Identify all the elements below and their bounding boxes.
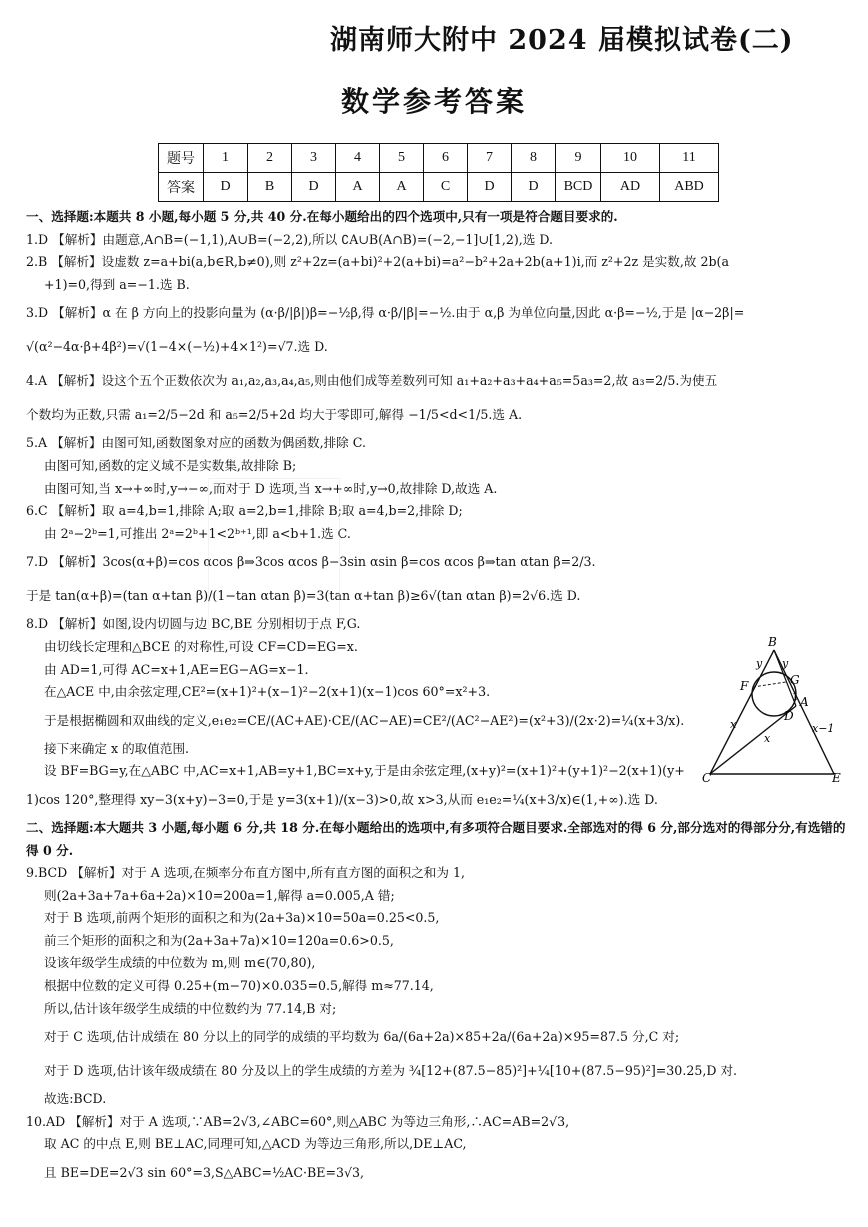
solution-line: 由 AD=1,可得 AC=x+1,AE=EG−AG=x−1. — [44, 661, 309, 677]
table-cell: D — [204, 173, 248, 202]
solution-line: 个数均为正数,只需 a₁=2/5−2d 和 a₅=2/5+2d 均大于零即可,解得 −1/5<d<1/5.选 A. — [26, 407, 523, 423]
school-header: 湖南师大附中 2024 届模拟试卷(二) — [330, 25, 794, 56]
watermark — [208, 478, 340, 630]
solution-line: 于是根据椭圆和双曲线的定义,e₁e₂=CE/(AC+AE)·CE/(AC−AE)=CE²/(AC²−AE²)=(x²+3)/(2x·2)=¼(x+3/x). — [44, 712, 685, 728]
table-cell: 2 — [248, 144, 292, 173]
figure-label: 1 — [792, 692, 799, 703]
solution-line: 5.A 【解析】由图可知,函数图象对应的函数为偶函数,排除 C. — [26, 435, 366, 451]
solution-line: 10.AD 【解析】对于 A 选项,∵AB=2√3,∠ABC=60°,则△ABC 为等边三角形,∴AC=AB=2√3, — [26, 1113, 570, 1129]
solution-line: 9.BCD 【解析】对于 A 选项,在频率分布直方图中,所有直方图的面积之和为 1, — [26, 865, 465, 881]
figure-label: D — [784, 709, 794, 723]
solution-line: 在△ACE 中,由余弦定理,CE²=(x+1)²+(x−1)²−2(x+1)(x−1)cos 60°=x²+3. — [44, 684, 491, 700]
table-cell: 10 — [601, 144, 660, 173]
table-cell: 7 — [468, 144, 512, 173]
figure-label: A — [800, 695, 809, 709]
table-cell: A — [380, 173, 424, 202]
table-cell: 1 — [204, 144, 248, 173]
table-cell: C — [424, 173, 468, 202]
table-cell: 8 — [512, 144, 556, 173]
table-cell: 答案 — [159, 173, 204, 202]
table-cell: 9 — [556, 144, 601, 173]
table-cell: ABD — [660, 173, 719, 202]
figure-label: E — [832, 771, 841, 782]
solution-line: 根据中位数的定义可得 0.25+(m−70)×0.035=0.5,解得 m≈77.14, — [44, 978, 434, 994]
solution-line: 1.D 【解析】由题意,A∩B=(−1,1),A∪B=(−2,2),所以 ∁A∪B(A∩B)=(−2,−1]∪[1,2),选 D. — [26, 231, 554, 247]
table-cell: AD — [601, 173, 660, 202]
figure-label: G — [790, 673, 800, 687]
solution-line: 2.B 【解析】设虚数 z=a+bi(a,b∈R,b≠0),则 z²+2z=(a+bi)²+2(a+bi)=a²−b²+2a+2b(a+1)i,而 z²+2z 是实数,故 2b(a — [26, 254, 729, 270]
table-cell: 3 — [292, 144, 336, 173]
solution-line: 6.C 【解析】取 a=4,b=1,排除 A;取 a=2,b=1,排除 B;取 a=4,b=2,排除 D; — [26, 503, 463, 519]
solution-line: 于是 tan(α+β)=(tan α+tan β)/(1−tan αtan β)=3(tan α+tan β)≥6√(tan αtan β)=2√6.选 D. — [26, 588, 581, 604]
solution-line: 由 2ᵃ−2ᵇ=1,可推出 2ᵃ=2ᵇ+1<2ᵇ⁺¹,即 a<b+1.选 C. — [44, 525, 351, 541]
figure-label: B — [768, 635, 777, 649]
figure-label: x — [730, 718, 737, 731]
figure-label: x−1 — [812, 722, 835, 735]
table-row — [159, 144, 719, 173]
solution-line: 故选:BCD. — [44, 1091, 107, 1107]
table-cell: D — [468, 173, 512, 202]
solution-line: 取 AC 的中点 E,则 BE⊥AC,同理可知,△ACD 为等边三角形,所以,DE⊥AC, — [44, 1136, 467, 1152]
table-cell: 5 — [380, 144, 424, 173]
solution-line: 对于 C 选项,估计成绩在 80 分以上的同学的成绩的平均数为 6a/(6a+2a)×85+2a/(6a+2a)×95=87.5 分,C 对; — [44, 1029, 680, 1045]
solution-line: 1)cos 120°,整理得 xy−3(x+y)−3=0,于是 y=3(x+1)/(x−3)>0,故 x>3,从而 e₁e₂=¼(x+3/x)∈(1,+∞).选 D. — [26, 791, 658, 807]
table-cell: D — [512, 173, 556, 202]
triangle-figure — [700, 632, 850, 782]
table-cell: BCD — [556, 173, 601, 202]
table-cell: 题号 — [159, 144, 204, 173]
solution-line: 则(2a+3a+7a+6a+2a)×10=200a=1,解得 a=0.005,A 错; — [44, 887, 395, 903]
section-heading: 一、选择题:本题共 8 小题,每小题 5 分,共 40 分.在每小题给出的四个选项中,只有一项是符合题目要求的. — [26, 209, 618, 224]
page-title: 数学参考答案 — [340, 85, 527, 118]
solution-line: √(α²−4α·β+4β²)=√(1−4×(−½)+4×1²)=√7.选 D. — [26, 339, 328, 355]
solution-line: 8.D 【解析】如图,设内切圆与边 BC,BE 分别相切于点 F,G. — [26, 616, 361, 632]
solution-line: 由图可知,函数的定义域不是实数集,故排除 B; — [44, 457, 297, 473]
solution-line: 所以,估计该年级学生成绩的中位数约为 77.14,B 对; — [44, 1000, 337, 1016]
solution-line: 前三个矩形的面积之和为(2a+3a+7a)×10=120a=0.6>0.5, — [44, 932, 394, 948]
table-cell: D — [292, 173, 336, 202]
edge-bc — [710, 650, 774, 774]
table-row — [159, 173, 719, 202]
table-cell: 6 — [424, 144, 468, 173]
section-heading: 二、选择题:本大题共 3 小题,每小题 6 分,共 18 分.在每小题给出的选项中,有多项符合题目要求.全部选对的得 6 分,部分选对的得部分分,有选错的得 0 分. — [26, 819, 846, 858]
solution-line: 接下来确定 x 的取值范围. — [44, 740, 190, 756]
solution-line: 设该年级学生成绩的中位数为 m,则 m∈(70,80), — [44, 955, 316, 971]
table-cell: 11 — [660, 144, 719, 173]
table-cell: A — [336, 173, 380, 202]
solution-line: 由切线长定理和△BCE 的对称性,可设 CF=CD=EG=x. — [44, 638, 358, 654]
solution-line: 7.D 【解析】3cos(α+β)=cos αcos β⇒3cos αcos β−3sin αsin β=cos αcos β⇒tan αtan β=2/3. — [26, 554, 596, 570]
figure-label: F — [740, 679, 749, 693]
figure-label: y — [756, 657, 763, 670]
answer-table — [158, 143, 719, 202]
figure-label: C — [702, 771, 712, 782]
solution-line: 且 BE=DE=2√3 sin 60°=3,S△ABC=½AC·BE=3√3, — [44, 1165, 365, 1181]
solution-line: +1)=0,得到 a=−1.选 B. — [44, 276, 190, 292]
solution-line: 3.D 【解析】α 在 β 方向上的投影向量为 (α·β/|β|)β=−½β,得 α·β/|β|=−½.由于 α,β 为单位向量,因此 α·β=−½,于是 |α−2β|= — [26, 305, 745, 321]
figure-label: x — [764, 732, 771, 745]
solution-line: 由图可知,当 x→+∞时,y→−∞,而对于 D 选项,当 x→+∞时,y→0,故排除 D,故选 A. — [44, 480, 498, 496]
solution-line: 设 BF=BG=y,在△ABC 中,AC=x+1,AB=y+1,BC=x+y,于是由余弦定理,(x+y)²=(x+1)²+(y+1)²−2(x+1)(y+ — [44, 763, 685, 779]
table-cell: B — [248, 173, 292, 202]
dashed-chord — [753, 682, 786, 687]
table-cell: 4 — [336, 144, 380, 173]
solution-line: 对于 B 选项,前两个矩形的面积之和为(2a+3a)×10=50a=0.25<0.5, — [44, 910, 440, 926]
solution-line: 4.A 【解析】设这个五个正数依次为 a₁,a₂,a₃,a₄,a₅,则由他们成等差数列可知 a₁+a₂+a₃+a₄+a₅=5a₃=2,故 a₃=2/5.为使五 — [26, 373, 718, 389]
figure-label: y — [782, 657, 789, 670]
solution-line: 对于 D 选项,估计该年级成绩在 80 分及以上的学生成绩的方差为 ¾[12+(87.5−85)²]+¼[10+(87.5−95)²]=30.25,D 对. — [44, 1063, 738, 1079]
